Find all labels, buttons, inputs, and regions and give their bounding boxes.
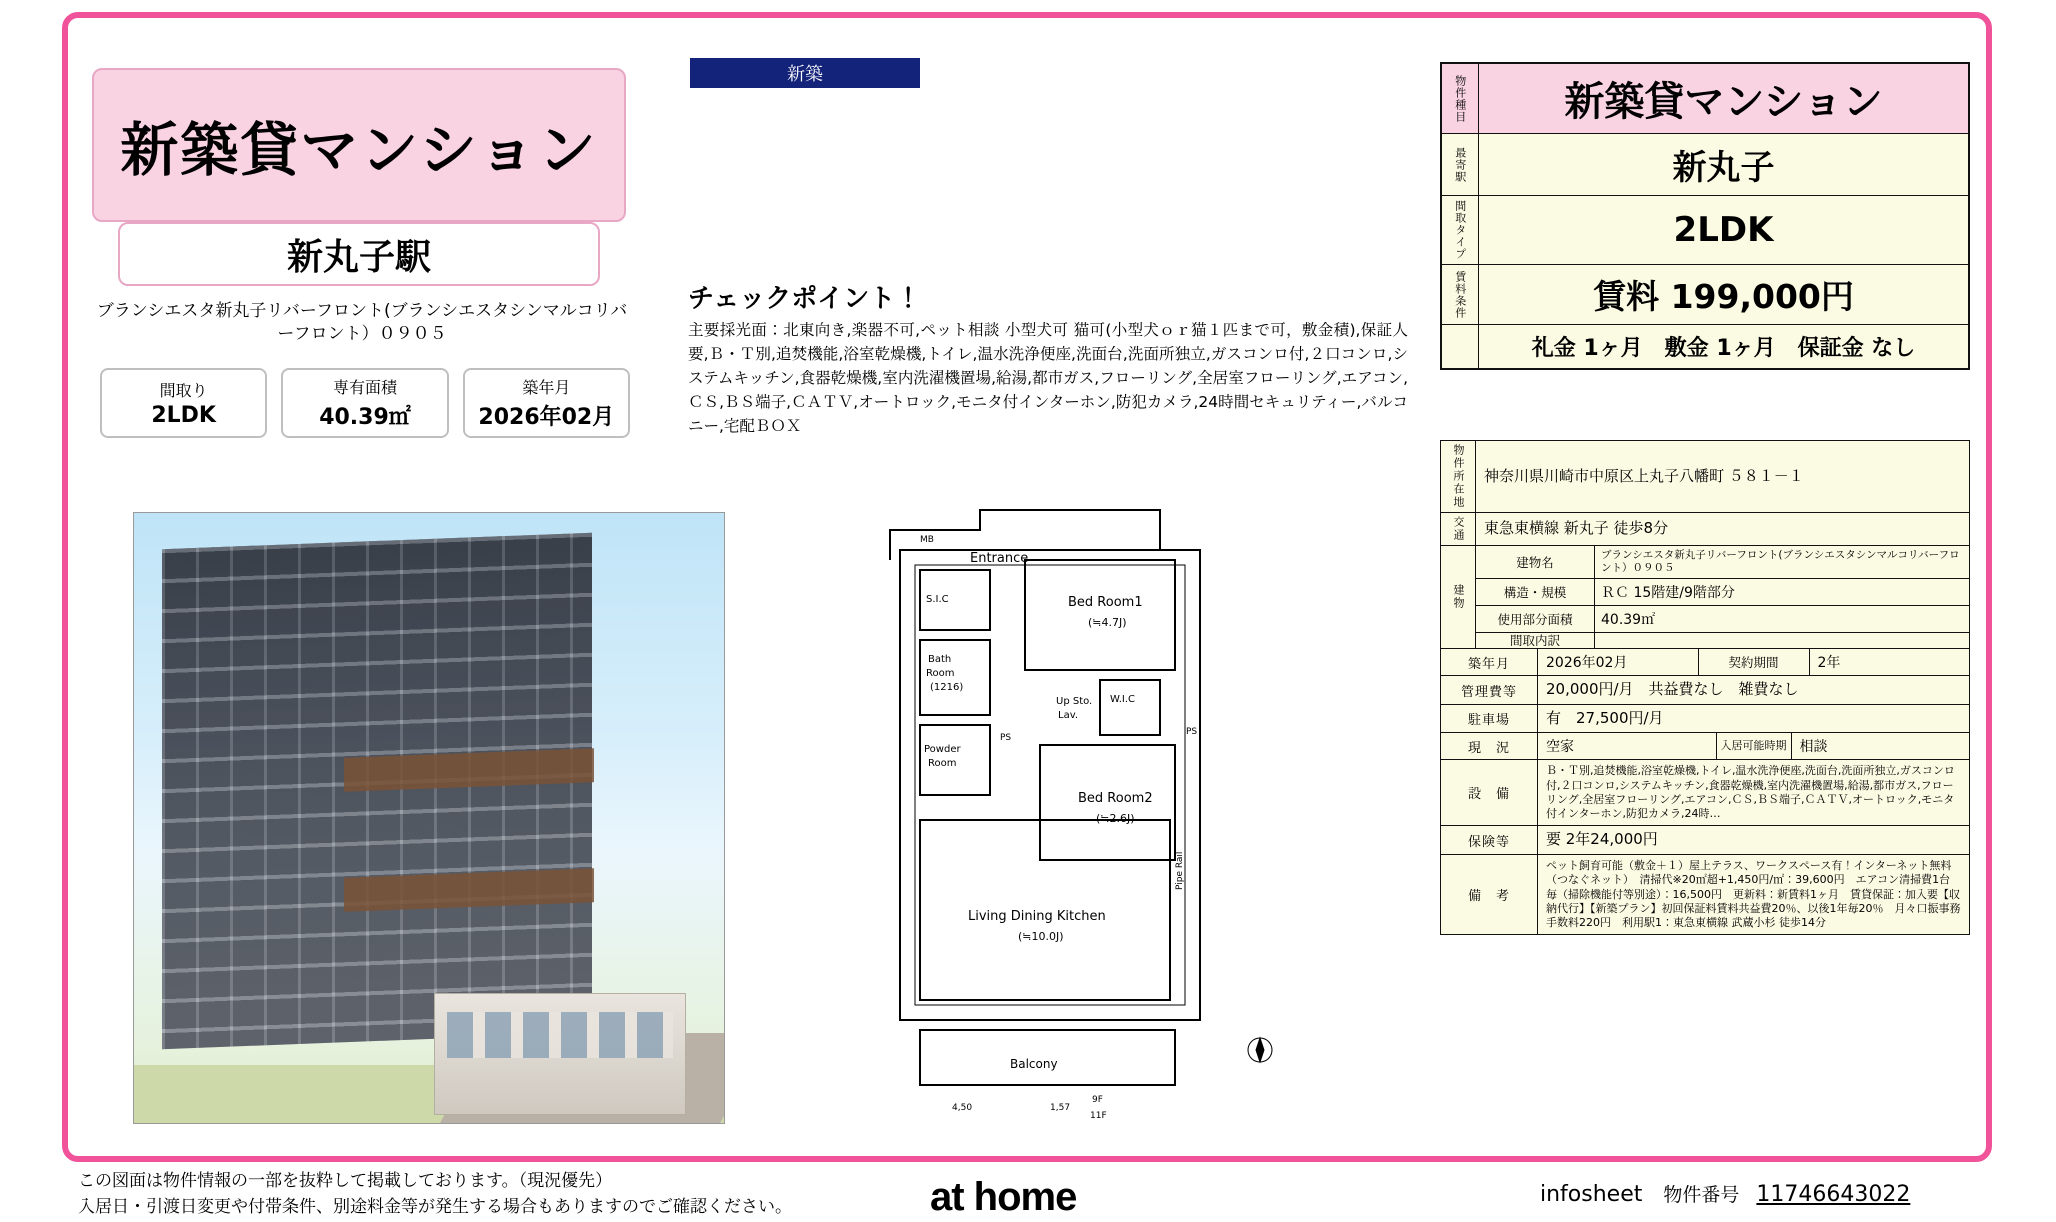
station-box [118,222,600,286]
spec-layout-value: 2LDK [151,403,216,428]
spec-area-value: 40.39㎡ [319,405,411,430]
athome-logo [930,1175,1076,1220]
summary-value-terms-cell [1479,325,1968,368]
property-number-label: 物件番号 [1663,1184,1740,1206]
building-photo [133,512,725,1124]
building-row-area [1476,606,1969,633]
svg-text:Powder: Powder [924,744,961,755]
svg-text:(≒2.6J): (≒2.6J) [1096,812,1135,825]
building-value-name: ブランシエスタ新丸子リバーフロント(ブランシエスタシンマルコリバーフロント）０９０５ [1601,549,1960,575]
summary-value-rent: 賃料 199,000円 [1593,277,1854,316]
svg-text:PS: PS [1000,733,1012,743]
building-row-breakdown [1476,633,1969,648]
svg-text:Living Dining Kitchen: Living Dining Kitchen [968,909,1106,924]
svg-text:Bed Room2: Bed Room2 [1078,791,1153,806]
status-movein-split [1538,733,1969,759]
summary-label-station: 最寄駅 [1442,134,1479,195]
building-value-breakdown [1595,633,1969,648]
svg-text:Bath: Bath [928,654,952,665]
spec-row [100,368,630,438]
detail-label-management: 管理費等 [1441,676,1538,704]
new-build-tag: 新築 [690,58,920,88]
summary-value-station: 新丸子 [1672,148,1775,188]
svg-text:MB: MB [920,535,934,545]
floorplan-drawing [860,490,1400,1130]
checkpoint-title: チェックポイント！ [688,284,922,314]
svg-text:PS: PS [1186,727,1198,737]
spec-area [281,368,448,438]
summary-label-rent: 賃料条件 [1442,265,1479,324]
footer-disclaimer-line1: この図面は物件情報の一部を抜粋して掲載しております。（現況優先） [78,1171,613,1191]
building-value-area: 40.39㎡ [1601,612,1656,629]
detail-label-remarks: 備 考 [1441,855,1538,934]
detail-value-management: 20,000円/月 共益費なし 雑費なし [1546,680,1799,699]
svg-text:(≒4.7J): (≒4.7J) [1088,616,1127,629]
svg-text:Room: Room [926,668,955,679]
spec-year-label: 築年月 [522,378,571,397]
summary-row-type [1442,64,1968,134]
summary-row-layout [1442,196,1968,265]
building-name-text: ブランシエスタ新丸子リバーフロント(ブランシエスタシンマルコリバーフロント）０９０５ [96,301,628,344]
detail-row-insurance [1441,826,1969,855]
photo-building [162,533,592,1050]
detail-value-parking: 有 27,500円/月 [1546,708,1664,727]
detail-row-year [1441,649,1969,676]
svg-text:9F: 9F [1092,1095,1103,1105]
detail-row-management [1441,676,1969,705]
station-name: 新丸子駅 [286,236,431,278]
svg-text:Balcony: Balcony [1010,1057,1058,1071]
spec-year-value: 2026年02月 [478,405,615,430]
detail-label-building: 建物 [1441,546,1476,648]
infosheet-label: infosheet [1540,1182,1643,1207]
footer-disclaimer-line2: 入居日・引渡日変更や付帯条件、別途料金等が発生する場合もありますのでご確認ください。 [78,1197,792,1218]
detail-value-contract: 2年 [1817,655,1841,672]
detail-row-status [1441,733,1969,760]
svg-text:Room: Room [928,758,957,769]
detail-label-contract: 契約期間 [1698,649,1810,675]
detail-table [1440,440,1970,935]
summary-table [1440,62,1970,370]
svg-text:(1216): (1216) [930,682,964,693]
svg-text:Pipe Rail: Pipe Rail [1175,851,1185,890]
building-subtable [1476,546,1969,648]
summary-label-layout: 間取タイプ [1442,196,1479,264]
year-contract-split [1538,649,1969,675]
detail-label-parking: 駐車場 [1441,705,1538,733]
summary-row-rent [1442,265,1968,325]
summary-label-terms [1442,325,1479,368]
summary-row-terms [1442,325,1968,368]
summary-row-station [1442,134,1968,196]
spec-layout [100,368,267,438]
svg-text:S.I.C: S.I.C [926,594,949,605]
detail-value-access: 東急東横線 新丸子 徒歩8分 [1484,519,1669,538]
detail-label-year: 築年月 [1441,649,1538,675]
building-label-structure: 構造・規模 [1476,579,1595,605]
detail-row-address [1441,441,1969,513]
footer-disclaimer [78,1168,978,1221]
svg-text:11F: 11F [1090,1111,1107,1121]
photo-podium [434,993,686,1115]
building-label-breakdown: 間取内訳 [1476,633,1595,648]
spec-year [463,368,630,438]
detail-label-insurance: 保険等 [1441,826,1538,854]
spec-area-label: 専有面積 [332,378,397,397]
detail-value-insurance: 要 2年24,000円 [1546,830,1658,849]
summary-value-layout-cell [1479,196,1968,264]
page-title: 新築貸マンション [120,116,598,184]
svg-text:Lav.: Lav. [1058,710,1079,721]
detail-value-equipment: Ｂ・Ｔ別,追焚機能,浴室乾燥機,トイレ,温水洗浄便座,洗面台,洗面所独立,ガスコンロ付,２口コンロ,システムキッチン,食器乾燥機,室内洗濯機置場,給湯,都市ガス,フローリング,全居室フローリング,エアコン,ＣＳ,ＢＳ端子,ＣＡＴＶ,オートロック,モニタ付インターホン,防犯カメラ,24時… [1546,764,1955,821]
svg-text:1,57: 1,57 [1050,1103,1071,1113]
athome-logo-text: at home [930,1175,1077,1219]
summary-label-type: 物件種目 [1442,64,1479,133]
svg-text:W.I.C: W.I.C [1110,694,1136,705]
building-label-name: 建物名 [1476,546,1595,578]
spec-layout-label: 間取り [159,381,208,400]
summary-value-station-cell [1479,134,1968,195]
detail-row-remarks [1441,855,1969,934]
building-row-structure [1476,579,1969,606]
detail-row-access [1441,513,1969,546]
detail-row-parking [1441,705,1969,734]
property-type-title-box [92,68,626,222]
svg-text:(≒10.0J): (≒10.0J) [1018,930,1064,943]
detail-label-status: 現 況 [1441,733,1538,759]
property-number-value: 11746643022 [1756,1182,1911,1207]
detail-label-movein: 入居可能時期 [1716,733,1792,759]
summary-value-layout: 2LDK [1673,210,1774,250]
detail-value-year: 2026年02月 [1546,655,1628,672]
building-row-name [1476,546,1969,579]
svg-text:Bed Room1: Bed Room1 [1068,595,1143,610]
detail-label-address: 物件所在地 [1441,441,1476,512]
detail-value-remarks: ペット飼育可能（敷金＋１）屋上テラス、ワークスペース有！インターネット無料（つなぐネット） 清掃代※20㎡超+1,450円/㎡：39,600円 エアコン清掃費1台毎（掃除機能付等別途）：16,500円 更新料：新賃料1ヶ月 賃貸保証：加入要【収納代行】【新築プラン】初回保証料賃料共益費20％、以後1年毎20％ 月々口振事務手数料220円 利用駅1：東急東横線 武蔵小杉 徒歩14分 [1546,858,1961,930]
detail-value-status: 空家 [1546,739,1574,756]
summary-value-type-cell [1479,64,1968,133]
detail-label-access: 交通 [1441,513,1476,545]
checkpoint-body: 主要採光面：北東向き,楽器不可,ペット相談 小型犬可 猫可(小型犬ｏｒ猫１匹まで可，敷金積),保証人要,Ｂ・Ｔ別,追焚機能,浴室乾燥機,トイレ,温水洗浄便座,洗面台,洗面所独立,ガスコンロ付,２口コンロ,システムキッチン,食器乾燥機,室内洗濯機置場,給湯,都市ガス,フローリング,全居室フローリング,エアコン,ＣＳ,ＢＳ端子,ＣＡＴＶ,オートロック,モニタ付インターホン,防犯カメラ,24時間セキュリティー,バルコニー,宅配ＢＯＸ [688,321,1408,436]
infosheet-footer [1540,1180,1910,1207]
summary-value-terms: 礼金 1ヶ月 敷金 1ヶ月 保証金 なし [1531,336,1916,361]
detail-value-movein: 相談 [1799,739,1828,756]
svg-text:Entrance: Entrance [970,551,1029,566]
summary-value-type: 新築貸マンション [1564,79,1883,125]
detail-value-address: 神奈川県川崎市中原区上丸子八幡町 ５８１－１ [1484,466,1804,485]
detail-label-equipment: 設 備 [1441,760,1538,825]
detail-row-equipment [1441,760,1969,826]
detail-row-building [1441,546,1969,649]
svg-text:Up Sto.: Up Sto. [1056,696,1093,707]
svg-text:4,50: 4,50 [952,1103,973,1113]
building-value-structure: ＲＣ 15階建/9階部分 [1601,585,1735,602]
summary-value-rent-cell [1479,265,1968,324]
building-label-area: 使用部分面積 [1476,606,1595,632]
